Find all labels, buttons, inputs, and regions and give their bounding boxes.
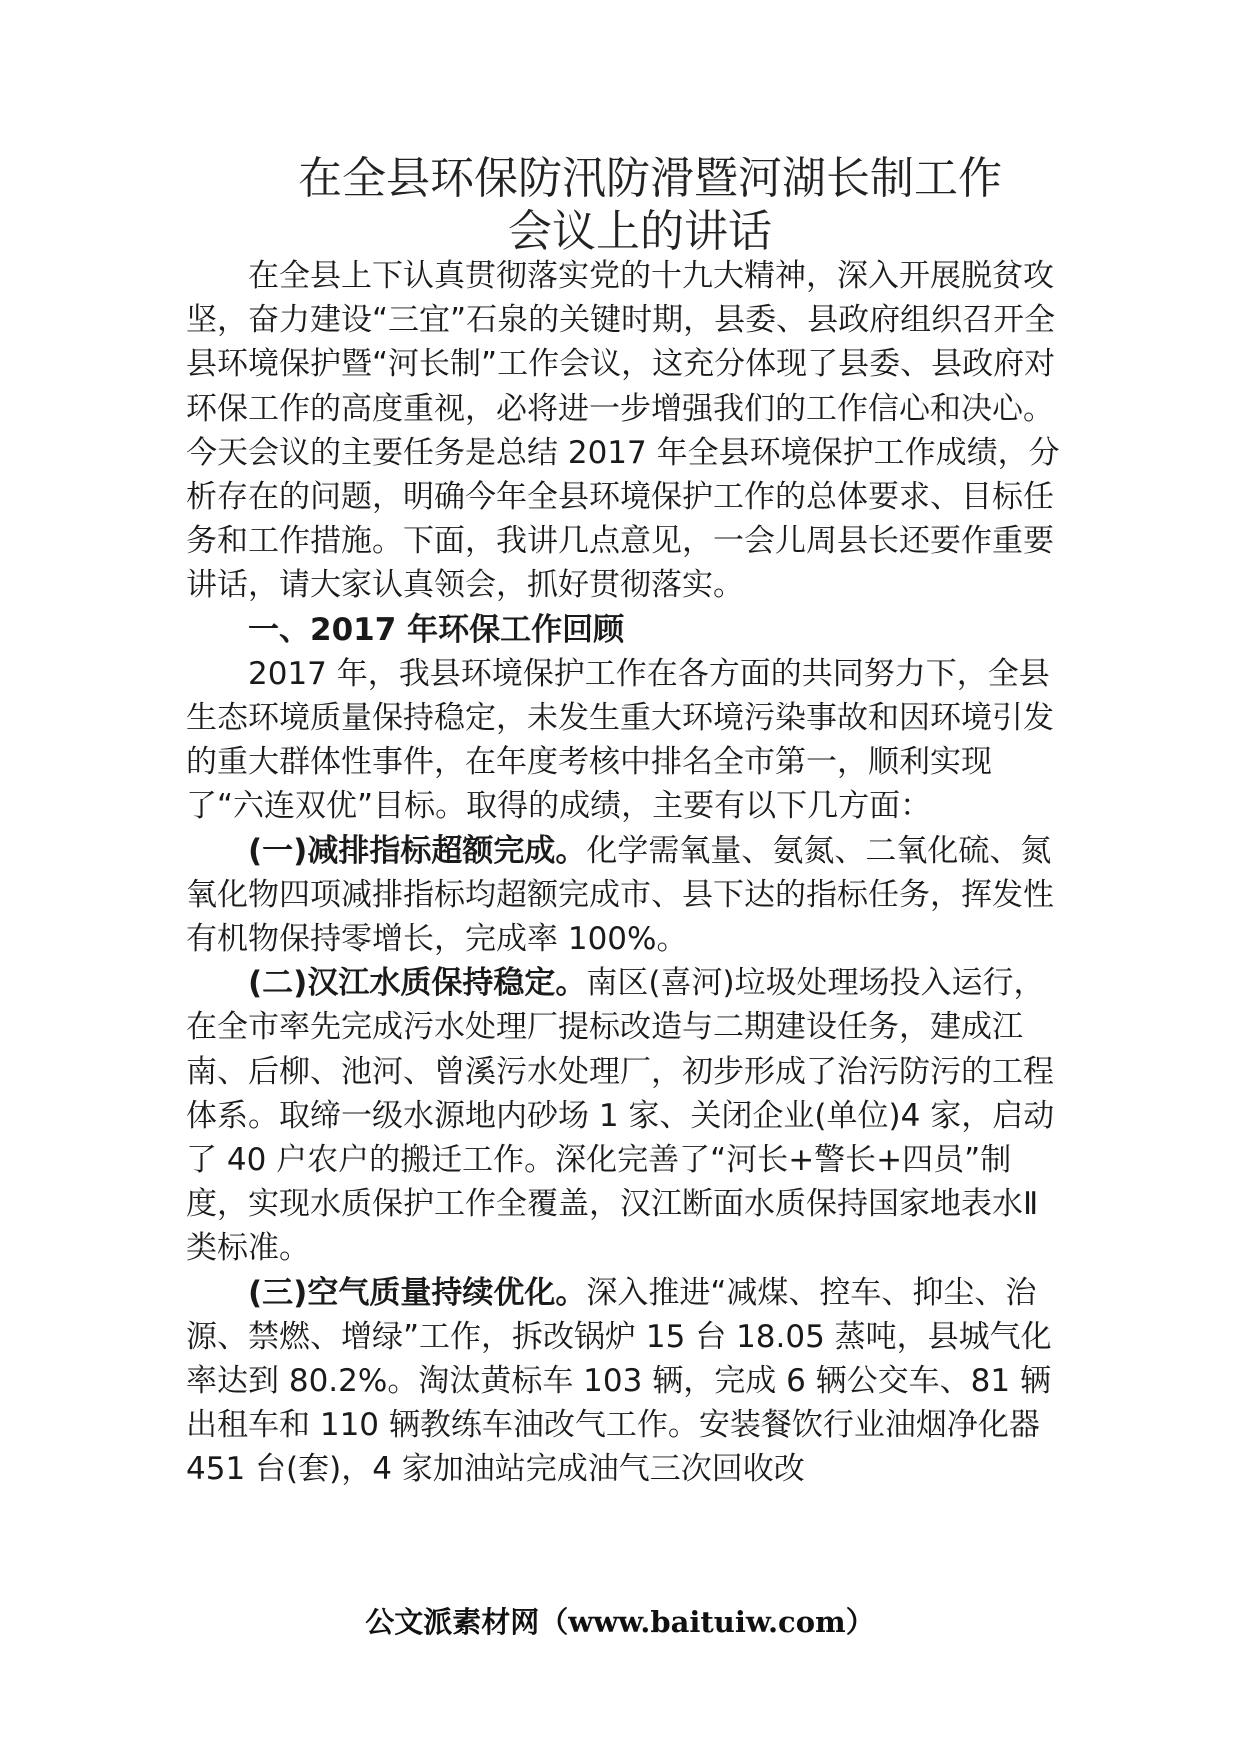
item-lead-2: (二)汉江水质保持稳定。 xyxy=(248,965,587,1002)
document-body xyxy=(186,254,1066,1492)
section-heading: 一、2017 年环保工作回顾 xyxy=(248,611,625,648)
item-text-2: 南区(喜河)垃圾处理场投入运行，在全市率先完成污水处理厂提标改造与二期建设任务，建成江南、后柳、池河、曾溪污水处理厂，初步形成了治污防污的工程体系。取缔一级水源地内砂场 1 家、关闭企业(单位)4 家，启动了 40 户农户的搬迁工作。深化完善了“河长+警长+四员”制度，实现水质保护工作全覆盖，汉江断面水质保持国家地表水Ⅱ类标准。 xyxy=(186,965,1055,1267)
item-paragraph-1 xyxy=(186,829,1066,962)
item-text-1: 化学需氧量、氨氮、二氧化硫、氮氧化物四项减排指标均超额完成市、县下达的指标任务，挥发性有机物保持零增长，完成率 100%。 xyxy=(186,832,1054,958)
item-paragraph-3 xyxy=(186,1271,1066,1492)
page-footer: 公文派素材网（www.baituiw.com） xyxy=(365,1605,875,1639)
intro-paragraph: 在全县上下认真贯彻落实党的十九大精神，深入开展脱贫攻坚，奋力建设“三宜”石泉的关键时期，县委、县政府组织召开全县环境保护暨“河长制”工作会议，这充分体现了县委、县政府对环保工作的高度重视，必将进一步增强我们的工作信心和决心。今天会议的主要任务是总结 2017 年全县环境保护工作成绩，分析存在的问题，明确今年全县环境保护工作的总体要求、目标任务和工作措施。下面，我讲几点意见，一会儿周县长还要作重要讲话，请大家认真领会，抓好贯彻落实。 xyxy=(186,258,1060,604)
item-text-3: 深入推进“减煤、控车、抑尘、治源、禁燃、增绿”工作，拆改锅炉 15 台 18.05 蒸吨，县城气化率达到 80.2%。淘汰黄标车 103 辆，完成 6 辆公交车、81 辆出租车和 110 辆教练车油改气工作。安装餐饮行业油烟净化器 451 台(套)，4 家加油站完成油气三次回收改 xyxy=(186,1274,1052,1488)
document-title-line-2: 会议上的讲话 xyxy=(508,206,772,257)
section-intro-paragraph: 2017 年，我县环境保护工作在各方面的共同努力下，全县生态环境质量保持稳定，未发生重大环境污染事故和因环境引发的重大群体性事件，在年度考核中排名全市第一，顺利实现了“六连双优”目标。取得的成绩，主要有以下几方面： xyxy=(186,655,1054,825)
item-lead-3: (三)空气质量持续优化。 xyxy=(248,1274,587,1311)
item-paragraph-2 xyxy=(186,961,1066,1270)
item-lead-1: (一)减排指标超额完成。 xyxy=(248,832,587,869)
document-title-line-1: 在全县环保防汛防滑暨河湖长制工作 xyxy=(298,153,1002,204)
